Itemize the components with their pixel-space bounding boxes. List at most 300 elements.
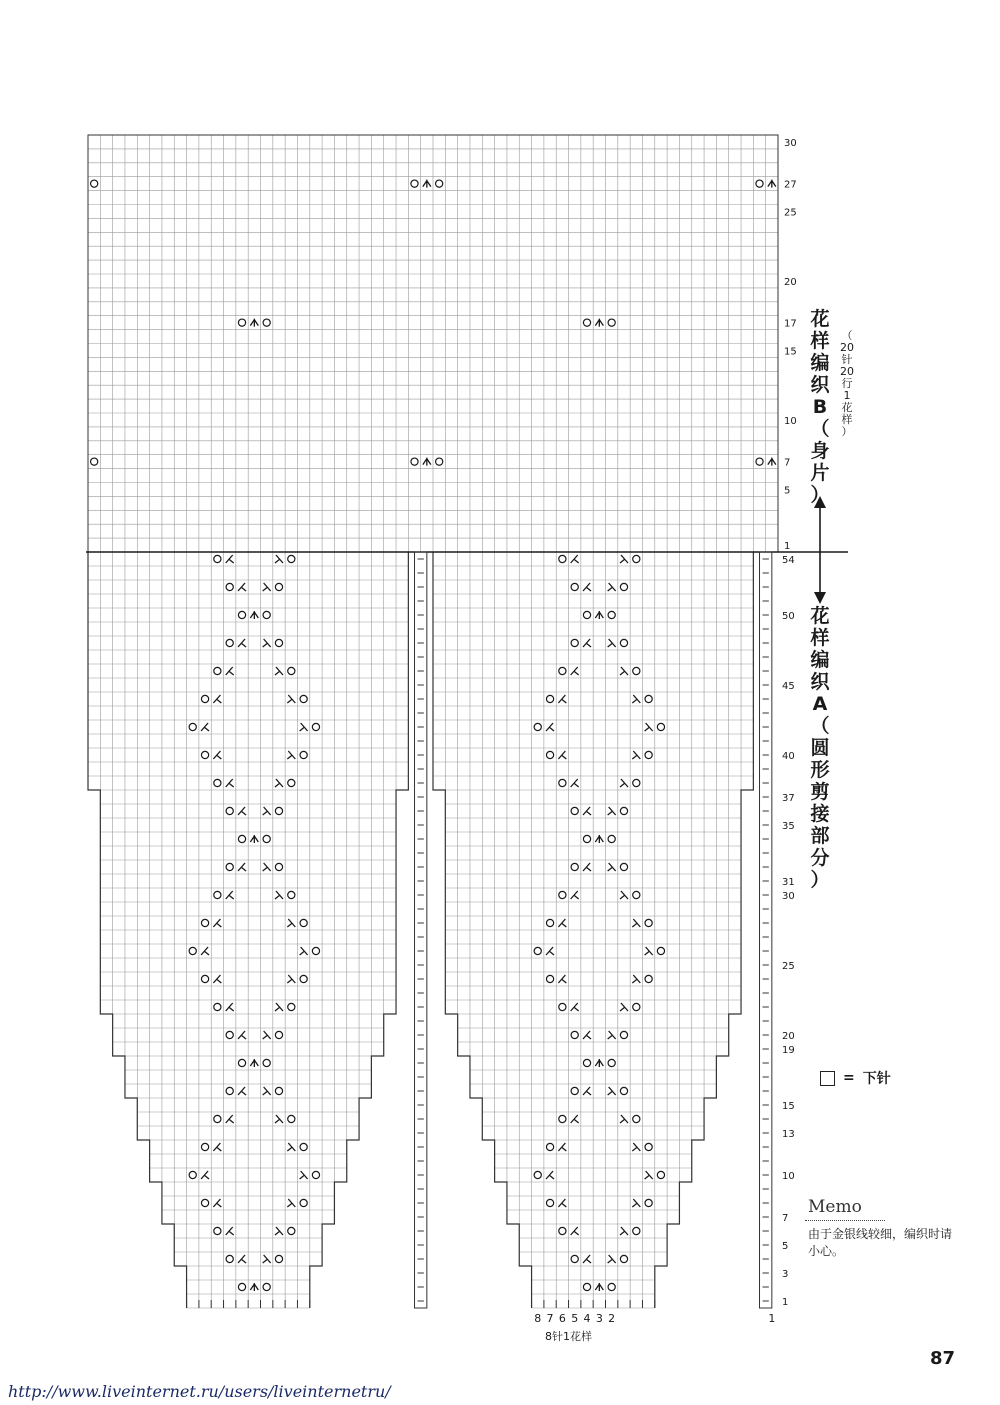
yarn-over-icon — [645, 695, 652, 702]
yarn-over-icon — [201, 695, 208, 702]
chart-a-grid — [88, 552, 753, 1308]
decrease-icon — [238, 1255, 246, 1263]
yarn-over-icon — [559, 1115, 566, 1122]
chart-a-row-number: 10 — [782, 1171, 795, 1182]
yarn-over-icon — [608, 835, 615, 842]
chart-b-label-char: ） — [810, 484, 830, 506]
stitch-number: 1 — [768, 1312, 776, 1325]
yarn-over-icon — [633, 555, 640, 562]
yarn-over-icon — [238, 1283, 245, 1290]
decrease-icon — [632, 1143, 640, 1151]
decrease-icon — [645, 1171, 653, 1179]
yarn-over-icon — [201, 975, 208, 982]
knit-stitch-box-icon — [820, 1071, 835, 1086]
yarn-over-icon — [583, 1059, 590, 1066]
yarn-over-icon — [546, 1143, 553, 1150]
decrease-icon — [300, 1171, 308, 1179]
decrease-icon — [201, 1171, 209, 1179]
yarn-over-icon — [214, 1115, 221, 1122]
chart-a-row-number: 20 — [782, 1031, 795, 1042]
decrease-icon — [263, 1087, 271, 1095]
decrease-icon — [620, 891, 628, 899]
decrease-icon — [632, 751, 640, 759]
decrease-icon — [287, 1199, 295, 1207]
decrease-icon — [300, 947, 308, 955]
yarn-over-icon — [263, 611, 270, 618]
stitch-number: 5 — [571, 1312, 579, 1325]
decrease-icon — [226, 667, 234, 675]
yarn-over-icon — [571, 1255, 578, 1262]
chart-a-label-char: ） — [810, 869, 830, 891]
decrease-icon — [201, 723, 209, 731]
decrease-icon — [608, 807, 616, 815]
decrease-icon — [558, 975, 566, 983]
yarn-over-icon — [263, 319, 270, 326]
yarn-over-icon — [571, 863, 578, 870]
yarn-over-icon — [583, 611, 590, 618]
decrease-icon — [213, 695, 221, 703]
yarn-over-icon — [288, 555, 295, 562]
double-decrease-icon — [768, 180, 776, 188]
yarn-over-icon — [608, 1059, 615, 1066]
chart-b-note-char: 行 — [841, 377, 853, 390]
chart-b-label-char: 样 — [810, 330, 830, 352]
yarn-over-icon — [411, 458, 418, 465]
decrease-icon — [275, 555, 283, 563]
decrease-icon — [546, 947, 554, 955]
yarn-over-icon — [300, 1199, 307, 1206]
yarn-over-icon — [657, 723, 664, 730]
yarn-over-icon — [546, 975, 553, 982]
decrease-icon — [608, 1031, 616, 1039]
double-decrease-icon — [595, 1283, 603, 1291]
footer-url: http://www.liveinternet.ru/users/liveinternetru/ — [8, 1382, 391, 1401]
yarn-over-icon — [559, 891, 566, 898]
yarn-over-icon — [263, 835, 270, 842]
decrease-icon — [558, 1199, 566, 1207]
decrease-icon — [571, 555, 579, 563]
yarn-over-icon — [559, 1003, 566, 1010]
decrease-icon — [213, 1143, 221, 1151]
yarn-over-icon — [275, 1255, 282, 1262]
yarn-over-icon — [226, 639, 233, 646]
double-decrease-icon — [250, 1059, 258, 1067]
yarn-over-icon — [608, 611, 615, 618]
yarn-over-icon — [263, 1059, 270, 1066]
decrease-icon — [620, 1003, 628, 1011]
decrease-icon — [632, 695, 640, 703]
chart-b-label-char: 片 — [810, 462, 830, 484]
yarn-over-icon — [583, 319, 590, 326]
double-decrease-icon — [768, 458, 776, 466]
chart-b-grid — [88, 135, 778, 552]
chart-a-label-char: 织 — [810, 671, 830, 693]
purl-marks — [418, 559, 424, 1301]
yarn-over-icon — [312, 1171, 319, 1178]
decrease-icon — [238, 1087, 246, 1095]
decrease-icon — [608, 639, 616, 647]
double-decrease-icon — [423, 458, 431, 466]
decrease-icon — [583, 583, 591, 591]
decrease-icon — [238, 1031, 246, 1039]
yarn-over-icon — [214, 1227, 221, 1234]
yarn-over-icon — [275, 639, 282, 646]
chart-b-row-number: 17 — [784, 318, 797, 330]
decrease-icon — [213, 919, 221, 927]
decrease-icon — [201, 947, 209, 955]
chart-b-label-char: B — [812, 396, 828, 418]
rib-column — [760, 552, 772, 1308]
stitch-number: 6 — [558, 1312, 566, 1325]
yarn-over-icon — [534, 723, 541, 730]
yarn-over-icon — [189, 1171, 196, 1178]
yarn-over-icon — [583, 835, 590, 842]
double-decrease-icon — [250, 319, 258, 327]
stitch-number: 4 — [583, 1312, 591, 1325]
yarn-over-icon — [226, 863, 233, 870]
yarn-over-icon — [633, 1227, 640, 1234]
yarn-over-icon — [633, 667, 640, 674]
chart-a-label-char: 接 — [810, 803, 830, 825]
decrease-icon — [546, 1171, 554, 1179]
chart-b-label-char: 织 — [810, 374, 830, 396]
decrease-icon — [620, 555, 628, 563]
yarn-over-icon — [238, 319, 245, 326]
yarn-over-icon — [620, 1087, 627, 1094]
yarn-over-icon — [546, 751, 553, 758]
yarn-over-icon — [312, 723, 319, 730]
yarn-over-icon — [275, 583, 282, 590]
decrease-icon — [287, 975, 295, 983]
decrease-icon — [287, 919, 295, 927]
chart-a-row-number: 7 — [782, 1213, 789, 1224]
yarn-over-icon — [312, 947, 319, 954]
decrease-icon — [300, 723, 308, 731]
double-decrease-icon — [595, 835, 603, 843]
yarn-over-icon — [559, 1227, 566, 1234]
chart-b-row-number: 7 — [784, 457, 791, 469]
chart-a-row-number: 54 — [782, 555, 795, 566]
decrease-icon — [238, 639, 246, 647]
decrease-icon — [558, 751, 566, 759]
yarn-over-icon — [620, 1255, 627, 1262]
decrease-icon — [287, 751, 295, 759]
decrease-icon — [571, 1003, 579, 1011]
yarn-over-icon — [583, 1283, 590, 1290]
page-number: 87 — [930, 1348, 956, 1369]
yarn-over-icon — [226, 807, 233, 814]
yarn-over-icon — [226, 1031, 233, 1038]
decrease-icon — [632, 975, 640, 983]
decrease-icon — [275, 1227, 283, 1235]
chart-a-row-number: 30 — [782, 891, 795, 902]
decrease-icon — [608, 1255, 616, 1263]
decrease-icon — [275, 667, 283, 675]
yarn-over-icon — [214, 891, 221, 898]
stitch-number: 7 — [546, 1312, 554, 1325]
yarn-over-icon — [300, 919, 307, 926]
chart-a-label-char: A — [812, 693, 828, 715]
decrease-icon — [226, 555, 234, 563]
decrease-icon — [608, 863, 616, 871]
yarn-over-icon — [275, 1031, 282, 1038]
chart-b-note-char: 样 — [841, 413, 853, 426]
yarn-over-icon — [559, 779, 566, 786]
yarn-over-icon — [201, 1199, 208, 1206]
memo-divider — [805, 1220, 885, 1221]
chart-a-label — [808, 605, 832, 891]
chart-a-label-char: 分 — [810, 847, 830, 869]
yarn-over-icon — [571, 639, 578, 646]
yarn-over-icon — [288, 779, 295, 786]
yarn-over-icon — [91, 458, 98, 465]
decrease-icon — [213, 751, 221, 759]
legend — [820, 1068, 891, 1088]
decrease-icon — [275, 1115, 283, 1123]
chart-b-label-char: （ — [810, 418, 830, 440]
yarn-over-icon — [238, 611, 245, 618]
decrease-icon — [608, 583, 616, 591]
decrease-icon — [263, 863, 271, 871]
yarn-over-icon — [275, 807, 282, 814]
chart-a-label-char: 剪 — [810, 781, 830, 803]
chart-a-label-char: 编 — [810, 649, 830, 671]
chart-b-note-char: 20 — [840, 341, 854, 354]
chart-a-row-number: 15 — [782, 1101, 795, 1112]
chart-a-label-char: 样 — [810, 627, 830, 649]
decrease-icon — [571, 667, 579, 675]
decrease-icon — [583, 1087, 591, 1095]
decrease-icon — [238, 583, 246, 591]
yarn-over-icon — [645, 1143, 652, 1150]
yarn-over-icon — [238, 1059, 245, 1066]
yarn-over-icon — [226, 583, 233, 590]
yarn-over-icon — [189, 723, 196, 730]
yarn-over-icon — [633, 779, 640, 786]
chart-a-label-char: 部 — [810, 825, 830, 847]
memo-title: Memo — [808, 1197, 862, 1217]
yarn-over-icon — [620, 1031, 627, 1038]
decrease-icon — [287, 695, 295, 703]
decrease-icon — [238, 807, 246, 815]
decrease-icon — [226, 891, 234, 899]
yarn-over-icon — [571, 807, 578, 814]
yarn-over-icon — [91, 180, 98, 187]
double-decrease-icon — [595, 319, 603, 327]
chart-a-row-number: 19 — [782, 1045, 795, 1056]
yarn-over-icon — [645, 975, 652, 982]
decrease-icon — [571, 1227, 579, 1235]
legend-meaning: 下针 — [862, 1071, 891, 1087]
yarn-over-icon — [214, 1003, 221, 1010]
chart-b-row-number: 5 — [784, 485, 791, 497]
yarn-over-icon — [571, 583, 578, 590]
chart-a-row-number: 5 — [782, 1241, 789, 1252]
yarn-over-icon — [201, 751, 208, 758]
yarn-over-icon — [300, 751, 307, 758]
yarn-over-icon — [436, 180, 443, 187]
decrease-icon — [275, 1003, 283, 1011]
yarn-over-icon — [620, 807, 627, 814]
chart-a-row-number: 1 — [782, 1297, 789, 1308]
chart-a-row-number: 50 — [782, 611, 795, 622]
chart-a-row-number: 45 — [782, 681, 795, 692]
yarn-over-icon — [534, 1171, 541, 1178]
chart-a-label-char: 形 — [810, 759, 830, 781]
yarn-over-icon — [645, 751, 652, 758]
decrease-icon — [263, 583, 271, 591]
chart-a-label-char: 花 — [810, 605, 830, 627]
decrease-icon — [226, 1003, 234, 1011]
yarn-over-icon — [300, 1143, 307, 1150]
double-decrease-icon — [595, 1059, 603, 1067]
chart-b-row-number: 25 — [784, 207, 797, 219]
decrease-icon — [226, 779, 234, 787]
chart-a-label-char: 圆 — [810, 737, 830, 759]
decrease-icon — [608, 1087, 616, 1095]
yarn-over-icon — [645, 1199, 652, 1206]
chart-b-note-char: （ — [841, 329, 853, 342]
decrease-icon — [620, 1115, 628, 1123]
yarn-over-icon — [288, 1227, 295, 1234]
yarn-over-icon — [633, 1115, 640, 1122]
decrease-icon — [275, 779, 283, 787]
yarn-over-icon — [288, 891, 295, 898]
chart-b-row-number: 1 — [784, 541, 791, 553]
decrease-icon — [546, 723, 554, 731]
decrease-icon — [263, 639, 271, 647]
yarn-over-icon — [620, 583, 627, 590]
yarn-over-icon — [275, 863, 282, 870]
decrease-icon — [583, 863, 591, 871]
yarn-over-icon — [214, 779, 221, 786]
chart-a-row-number: 13 — [782, 1129, 795, 1140]
chart-b-label-char: 身 — [810, 440, 830, 462]
decrease-icon — [571, 891, 579, 899]
decrease-icon — [558, 919, 566, 927]
yarn-over-icon — [633, 891, 640, 898]
yarn-over-icon — [411, 180, 418, 187]
yarn-over-icon — [559, 667, 566, 674]
rib-column — [415, 552, 427, 1308]
yarn-over-icon — [288, 1115, 295, 1122]
decrease-icon — [583, 1255, 591, 1263]
chart-a-row-number: 35 — [782, 821, 795, 832]
yarn-over-icon — [657, 1171, 664, 1178]
yarn-over-icon — [571, 1031, 578, 1038]
yarn-over-icon — [288, 1003, 295, 1010]
yarn-over-icon — [238, 835, 245, 842]
chart-b-repeat-note — [839, 330, 855, 438]
decrease-icon — [558, 695, 566, 703]
decrease-icon — [275, 891, 283, 899]
decrease-icon — [645, 723, 653, 731]
yarn-over-icon — [546, 1199, 553, 1206]
decrease-icon — [620, 1227, 628, 1235]
decrease-icon — [620, 779, 628, 787]
yarn-over-icon — [300, 695, 307, 702]
chart-a-row-number: 37 — [782, 793, 795, 804]
yarn-over-icon — [214, 667, 221, 674]
double-decrease-icon — [595, 611, 603, 619]
yarn-over-icon — [546, 695, 553, 702]
decrease-icon — [583, 639, 591, 647]
yarn-over-icon — [620, 863, 627, 870]
chart-a-label-char: （ — [810, 715, 830, 737]
yarn-over-icon — [201, 919, 208, 926]
decrease-icon — [558, 1143, 566, 1151]
double-decrease-icon — [423, 180, 431, 188]
chart-b-note-char: 花 — [841, 401, 853, 414]
chart-b-row-number: 10 — [784, 415, 797, 427]
decrease-icon — [632, 919, 640, 927]
memo-text: 由于金银线较细，编织时请小心。 — [808, 1227, 953, 1258]
chart-b-row-number: 15 — [784, 346, 797, 358]
chart-b-label-char: 花 — [810, 308, 830, 330]
stitch-number: 2 — [608, 1312, 616, 1325]
double-decrease-icon — [250, 1283, 258, 1291]
yarn-over-icon — [288, 667, 295, 674]
yarn-over-icon — [226, 1255, 233, 1262]
stitch-number: 3 — [595, 1312, 603, 1325]
decrease-icon — [645, 947, 653, 955]
double-decrease-icon — [250, 835, 258, 843]
decrease-icon — [632, 1199, 640, 1207]
chart-b-note-char: 1 — [843, 389, 851, 402]
yarn-over-icon — [633, 1003, 640, 1010]
yarn-over-icon — [189, 947, 196, 954]
decrease-icon — [263, 1031, 271, 1039]
yarn-over-icon — [263, 1283, 270, 1290]
decrease-icon — [287, 1143, 295, 1151]
yarn-over-icon — [608, 319, 615, 326]
chart-b-note-char: 针 — [841, 353, 853, 366]
decrease-icon — [213, 1199, 221, 1207]
decrease-icon — [263, 807, 271, 815]
decrease-icon — [571, 1115, 579, 1123]
yarn-over-icon — [756, 458, 763, 465]
repeat-label: 8针1花样 — [545, 1330, 592, 1343]
chart-b-note-char: ） — [841, 425, 853, 438]
legend-equals: = — [843, 1070, 855, 1086]
chart-b-label — [808, 308, 832, 506]
chart-b-row-number: 30 — [784, 137, 797, 149]
double-decrease-icon — [250, 611, 258, 619]
yarn-over-icon — [546, 919, 553, 926]
stitch-number: 8 — [534, 1312, 542, 1325]
yarn-over-icon — [436, 458, 443, 465]
chart-b-row-number: 27 — [784, 179, 797, 191]
decrease-icon — [226, 1115, 234, 1123]
decrease-icon — [583, 807, 591, 815]
decrease-icon — [620, 667, 628, 675]
yarn-over-icon — [201, 1143, 208, 1150]
yarn-over-icon — [608, 1283, 615, 1290]
chart-a-row-number: 31 — [782, 877, 795, 888]
yarn-over-icon — [645, 919, 652, 926]
yarn-over-icon — [559, 555, 566, 562]
yarn-over-icon — [756, 180, 763, 187]
decrease-icon — [583, 1031, 591, 1039]
decrease-icon — [213, 975, 221, 983]
yarn-over-icon — [275, 1087, 282, 1094]
chart-b-label-char: 编 — [810, 352, 830, 374]
decrease-icon — [571, 779, 579, 787]
yarn-over-icon — [657, 947, 664, 954]
chart-a-row-number: 40 — [782, 751, 795, 762]
chart-a-row-number: 3 — [782, 1269, 789, 1280]
yarn-over-icon — [300, 975, 307, 982]
